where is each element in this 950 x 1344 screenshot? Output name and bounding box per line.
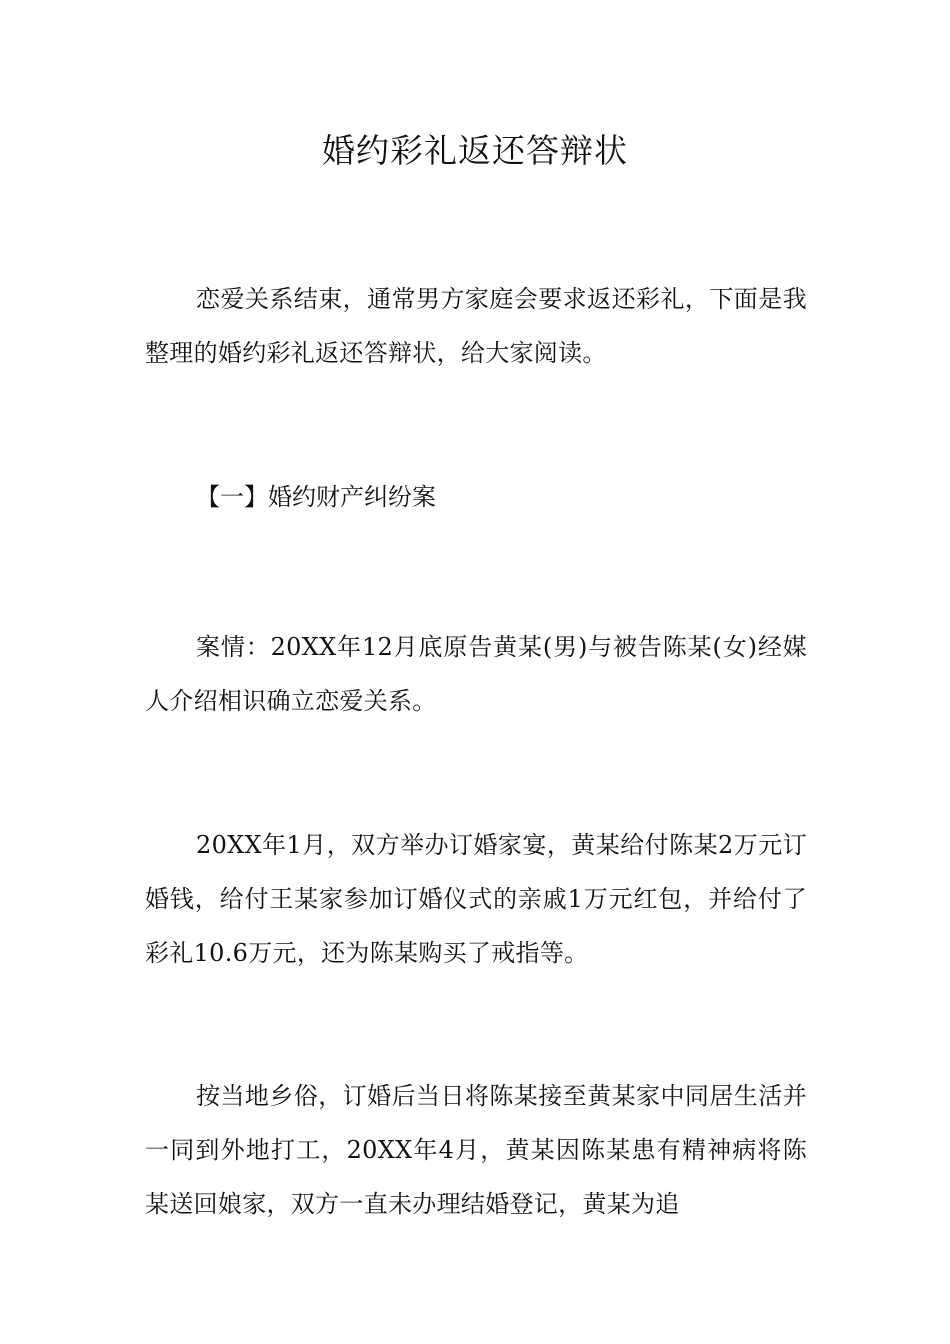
document-title: 婚约彩礼返还答辩状 xyxy=(322,131,628,170)
case-paragraph-2: 20XX年1月，双方举办订婚家宴，黄某给付陈某2万元订婚钱，给付王某家参加订婚仪式的亲戚1万元红包，并给付了彩礼10.6万元，还为陈某购买了戒指等。 xyxy=(145,831,807,967)
section-heading: 【一】婚约财产纠纷案 xyxy=(196,483,436,511)
case-paragraph-1: 案情：20XX年12月底原告黄某(男)与被告陈某(女)经媒人介绍相识确立恋爱关系。 xyxy=(145,633,807,715)
intro-paragraph: 恋爱关系结束，通常男方家庭会要求返还彩礼，下面是我整理的婚约彩礼返还答辩状，给大家阅读。 xyxy=(145,285,807,367)
case-paragraph-3: 按当地乡俗，订婚后当日将陈某接至黄某家中同居生活并一同到外地打工，20XX年4月，黄某因陈某患有精神病将陈某送回娘家，双方一直未办理结婚登记，黄某为追 xyxy=(145,1082,807,1218)
